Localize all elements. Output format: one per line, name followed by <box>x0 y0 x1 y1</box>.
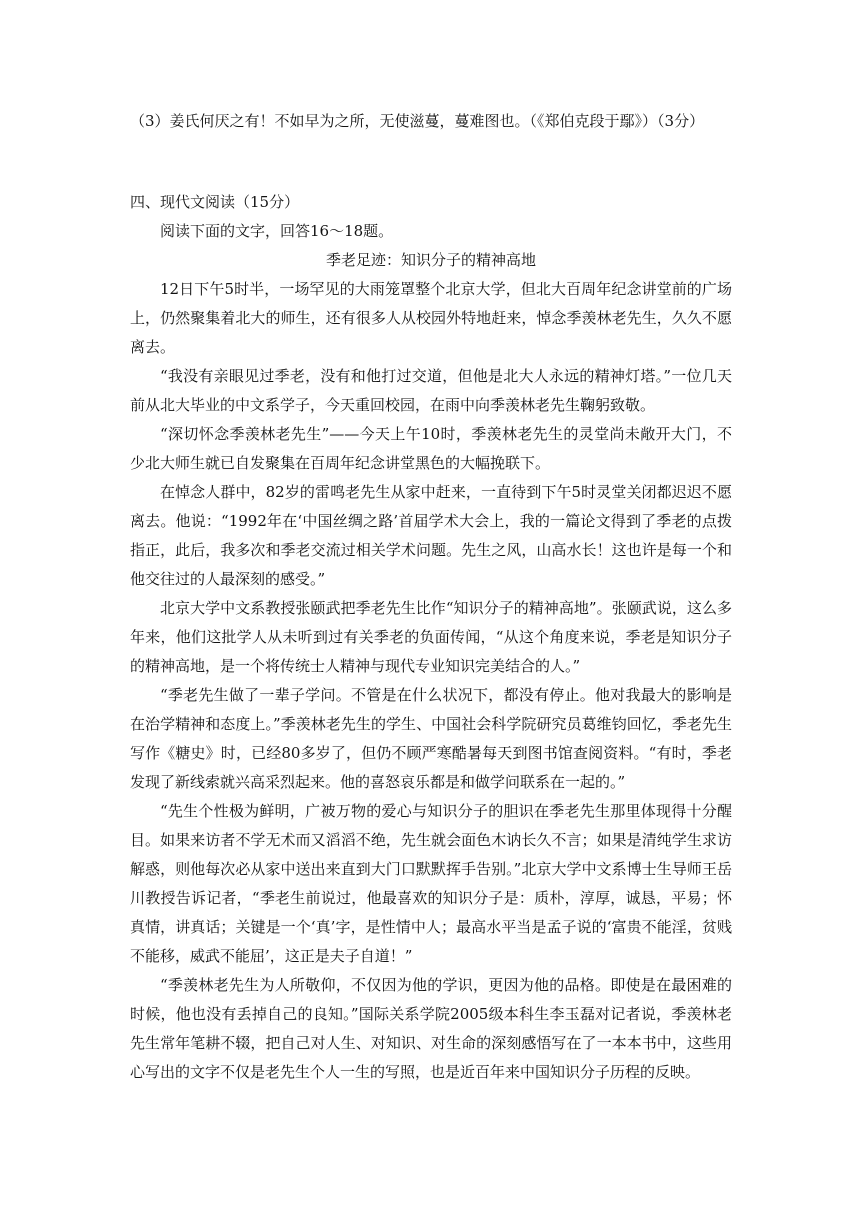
paragraph-7: “先生个性极为鲜明，广被万物的爱心与知识分子的胆识在季老先生那里体现得十分醒目。如果来访者不学无术而又滔滔不绝，先生就会面色木讷长久不言；如果是清纯学生求访解惑，则他每次必从家中送出来直到大门口默默挥手告别。”北京大学中文系博士生导师王岳川教授告诉记者，“季老生前说过，他最喜欢的知识分子是：质朴，淳厚，诚恳，平易；怀真情，讲真话；关键是一个‘真’字，是性情中人；最高水平当是孟子说的‘富贵不能淫，贫贱不能移，威武不能屈’，这正是夫子自道！” <box>130 802 732 965</box>
paragraph-5: 北京大学中文系教授张颐武把季老先生比作“知识分子的精神高地”。张颐武说，这么多年来，他们这批学人从未听到过有关季老的负面传闻，“从这个角度来说，季老是知识分子的精神高地，是一个将传统士人精神与现代专业知识完美结合的人。” <box>130 599 732 675</box>
article-title: 季老足迹：知识分子的精神高地 <box>325 251 536 269</box>
paragraph-2: “我没有亲眼见过季老，没有和他打过交道，但他是北大人永远的精神灯塔。”一位几天前从北大毕业的中文系学子，今天重回校园，在雨中向季羡林老先生鞠躬致敬。 <box>130 367 732 414</box>
section-heading: 四、现代文阅读（15分） <box>130 193 300 211</box>
paragraph-4: 在悼念人群中，82岁的雷鸣老先生从家中赶来，一直待到下午5时灵堂关闭都迟迟不愿离去。他说：“1992年在‘中国丝绸之路’首届学术大会上，我的一篇论文得到了季老的点拨指正，此后，我多次和季老交流过相关学术问题。先生之风，山高水长！这也许是每一个和他交往过的人最深刻的感受。” <box>130 483 732 588</box>
paragraph-3: “深切怀念季羡林老先生”——今天上午10时，季羡林老先生的灵堂尚未敞开大门，不少北大师生就已自发聚集在百周年纪念讲堂黑色的大幅挽联下。 <box>130 425 732 472</box>
paragraph-8: “季羡林老先生为人所敬仰，不仅因为他的学识，更因为他的品格。即使是在最困难的时候，他也没有丢掉自己的良知。”国际关系学院2005级本科生李玉磊对记者说，季羡林老先生常年笔耕不辍，把自己对人生、对知识、对生命的深刻感悟写在了一本本书中，这些用心写出的文字不仅是老先生个人一生的写照，也是近百年来中国知识分子历程的反映。 <box>130 976 732 1081</box>
paragraph-1: 12日下午5时半，一场罕见的大雨笼罩整个北京大学，但北大百周年纪念讲堂前的广场上，仍然聚集着北大的师生，还有很多人从校园外特地赶来，悼念季羡林老先生，久久不愿离去。 <box>130 280 732 356</box>
question-3-text: （3）姜氏何厌之有！不如早为之所，无使滋蔓，蔓难图也。（《郑伯克段于鄢》）（3分） <box>130 112 705 130</box>
paragraph-6: “季老先生做了一辈子学问。不管是在什么状况下，都没有停止。他对我最大的影响是在治学精神和态度上。”季羡林老先生的学生、中国社会科学院研究员葛维钧回忆，季老先生写作《糖史》时，已经80多岁了，但仍不顾严寒酷暑每天到图书馆查阅资料。“有时，季老发现了新线索就兴高采烈起来。他的喜怒哀乐都是和做学问联系在一起的。” <box>130 686 732 791</box>
reading-instruction: 阅读下面的文字，回答16～18题。 <box>160 222 394 240</box>
